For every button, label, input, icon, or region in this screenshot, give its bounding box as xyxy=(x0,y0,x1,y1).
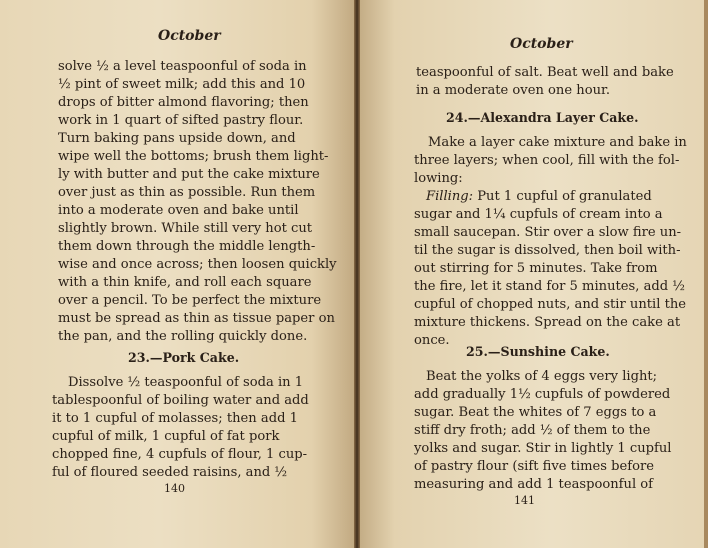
text-line xyxy=(426,188,652,206)
text-line: Beat the yolks of 4 eggs very light; xyxy=(426,369,658,384)
text-line: til the sugar is dissolved, then boil with- xyxy=(414,243,681,258)
text-line: ful of floured seeded raisins, and ½ xyxy=(52,465,288,480)
page-edge xyxy=(704,0,708,548)
text-line: mixture thickens. Spread on the cake at xyxy=(414,315,681,330)
text-line: wise and once across; then loosen quickly xyxy=(58,257,337,272)
recipe-heading-alexandra-layer-cake: 24.—Alexandra Layer Cake. xyxy=(446,110,639,125)
text-line: slightly brown. While still very hot cut xyxy=(58,221,313,236)
text-line: add gradually 1½ cupfuls of powdered xyxy=(414,387,671,402)
text-line: Make a layer cake mixture and bake in xyxy=(428,135,687,150)
text-line: them down through the middle length- xyxy=(58,239,316,254)
text-line: wipe well the bottoms; brush them light- xyxy=(58,149,329,164)
text-line: ½ pint of sweet milk; add this and 10 xyxy=(58,77,306,92)
right-page-header: October xyxy=(510,36,573,52)
recipe-heading-pork-cake: 23.—Pork Cake. xyxy=(128,350,240,365)
recipe-heading-sunshine-cake: 25.—Sunshine Cake. xyxy=(466,344,610,359)
text-line: stiff dry froth; add ½ of them to the xyxy=(414,423,651,438)
text-line: cupful of chopped nuts, and stir until the xyxy=(414,297,687,312)
text-line: ly with butter and put the cake mixture xyxy=(58,167,320,182)
right-page xyxy=(360,0,708,548)
text-line: must be spread as thin as tissue paper on xyxy=(58,311,335,326)
text-line: solve ½ a level teaspoonful of soda in xyxy=(58,59,307,74)
text-line: cupful of milk, 1 cupful of fat pork xyxy=(52,429,280,444)
text-line: teaspoonful of salt. Beat well and bake xyxy=(416,65,674,80)
text-line: over a pencil. To be perfect the mixture xyxy=(58,293,322,308)
text-line: small saucepan. Stir over a slow fire un- xyxy=(414,225,682,240)
text-line: measuring and add 1 teaspoonful of xyxy=(414,477,654,492)
text-line: it to 1 cupful of molasses; then add 1 xyxy=(52,411,298,426)
text-line: sugar and 1¼ cupfuls of cream into a xyxy=(414,207,663,222)
text-line: the fire, let it stand for 5 minutes, add ½ xyxy=(414,279,685,294)
text-line: Turn baking pans upside down, and xyxy=(58,131,296,146)
text-line: in a moderate oven one hour. xyxy=(416,83,611,98)
text-line: yolks and sugar. Stir in lightly 1 cupful xyxy=(414,441,672,456)
text-line: over just as thin as possible. Run them xyxy=(58,185,316,200)
page-number-left: 140 xyxy=(164,482,185,495)
text-line: Dissolve ½ teaspoonful of soda in 1 xyxy=(68,375,304,390)
text-line: sugar. Beat the whites of 7 eggs to a xyxy=(414,405,657,420)
page-number-right: 141 xyxy=(514,494,535,507)
text-line: into a moderate oven and bake until xyxy=(58,203,299,218)
text-line: drops of bitter almond flavoring; then xyxy=(58,95,309,110)
text-line: of pastry flour (sift five times before xyxy=(414,459,655,474)
text-line: lowing: xyxy=(414,171,463,186)
text-line: with a thin knife, and roll each square xyxy=(58,275,312,290)
text-line: three layers; when cool, fill with the fol- xyxy=(414,153,680,168)
text-line: once. xyxy=(414,333,450,348)
text-line: out stirring for 5 minutes. Take from xyxy=(414,261,658,276)
filling-label: Filling: xyxy=(426,189,474,204)
text-line: chopped fine, 4 cupfuls of flour, 1 cup- xyxy=(52,447,308,462)
text-line: the pan, and the rolling quickly done. xyxy=(58,329,308,344)
left-page-header: October xyxy=(158,28,221,44)
text-line: work in 1 quart of sifted pastry flour. xyxy=(58,113,304,128)
text-line: tablespoonful of boiling water and add xyxy=(52,393,309,408)
filling-first-line: Put 1 cupful of granulated xyxy=(473,189,652,204)
